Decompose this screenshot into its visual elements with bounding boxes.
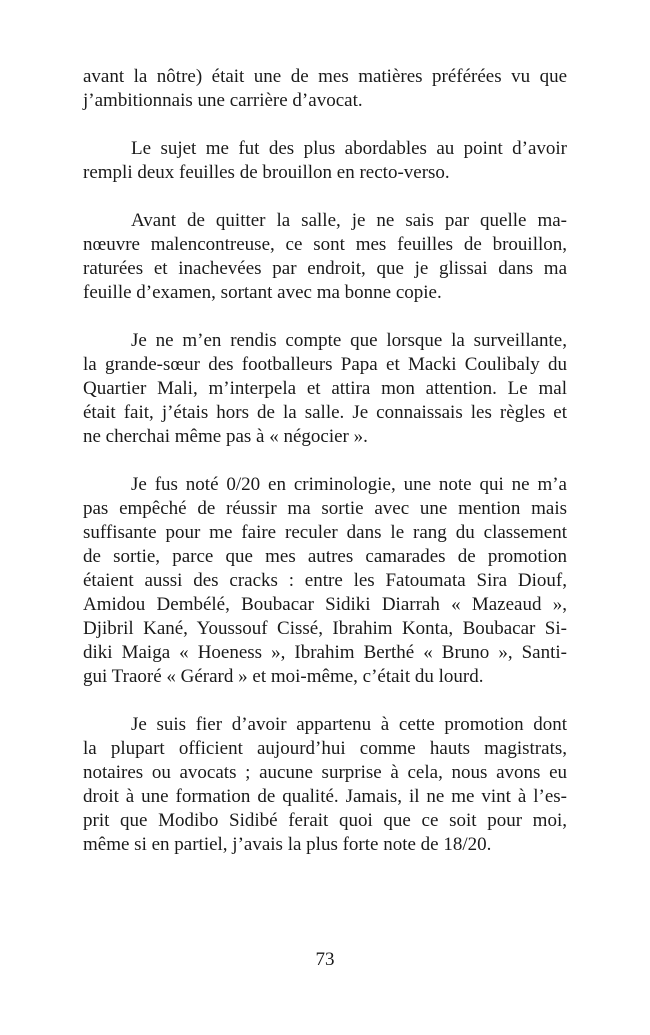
text-line: nœuvre malencontreuse, ce sont mes feuilles de brouillon, xyxy=(83,234,567,255)
text-line: Quartier Mali, m’interpela et attira mon attention. Le mal xyxy=(83,378,567,399)
text-line: gui Traoré « Gérard » et moi-même, c’était du lourd. xyxy=(83,666,484,687)
text-line: pas empêché de réussir ma sortie avec une mention mais xyxy=(83,498,567,519)
paragraph-4 xyxy=(83,329,567,449)
page-body xyxy=(83,65,567,881)
text-line: de sortie, parce que mes autres camarades de promotion xyxy=(83,546,567,567)
text-line: la grande-sœur des footballeurs Papa et Macki Coulibaly du xyxy=(83,354,567,375)
text-line: la plupart officient aujourd’hui comme hauts magistrats, xyxy=(83,738,567,759)
paragraph-6 xyxy=(83,713,567,857)
text-line: droit à une formation de qualité. Jamais, il ne me vint à l’es- xyxy=(83,786,567,807)
text-line: étaient aussi des cracks : entre les Fatoumata Sira Diouf, xyxy=(83,570,567,591)
text-line: Amidou Dembélé, Boubacar Sidiki Diarrah « Mazeaud », xyxy=(83,594,567,615)
text-line: Le sujet me fut des plus abordables au point d’avoir xyxy=(131,138,567,159)
text-line: Avant de quitter la salle, je ne sais par quelle ma- xyxy=(131,210,567,231)
text-line: suffisante pour me faire reculer dans le rang du classement xyxy=(83,522,567,543)
text-line: feuille d’examen, sortant avec ma bonne copie. xyxy=(83,282,442,303)
text-line: raturées et inachevées par endroit, que je glissai dans ma xyxy=(83,258,567,279)
text-line: ne cherchai même pas à « négocier ». xyxy=(83,426,368,447)
paragraph-5 xyxy=(83,473,567,689)
text-line: Je fus noté 0/20 en criminologie, une note qui ne m’a xyxy=(131,474,567,495)
text-line: prit que Modibo Sidibé ferait quoi que ce soit pour moi, xyxy=(83,810,567,831)
text-line: j’ambitionnais une carrière d’avocat. xyxy=(83,90,363,111)
text-line: même si en partiel, j’avais la plus forte note de 18/20. xyxy=(83,834,492,855)
text-line: diki Maiga « Hoeness », Ibrahim Berthé « Bruno », Santi- xyxy=(83,642,567,663)
page-number: 73 xyxy=(315,949,335,970)
text-line: Djibril Kané, Youssouf Cissé, Ibrahim Konta, Boubacar Si- xyxy=(83,618,567,639)
text-line: rempli deux feuilles de brouillon en recto-verso. xyxy=(83,162,450,183)
text-line: Je suis fier d’avoir appartenu à cette promotion dont xyxy=(131,714,567,735)
paragraph-2 xyxy=(83,137,567,185)
paragraph-1 xyxy=(83,65,567,113)
text-line: était fait, j’étais hors de la salle. Je connaissais les règles et xyxy=(83,402,567,423)
text-line: avant la nôtre) était une de mes matières préférées vu que xyxy=(83,66,567,87)
text-line: notaires ou avocats ; aucune surprise à cela, nous avons eu xyxy=(83,762,567,783)
paragraph-3 xyxy=(83,209,567,305)
text-line: Je ne m’en rendis compte que lorsque la surveillante, xyxy=(131,330,567,351)
